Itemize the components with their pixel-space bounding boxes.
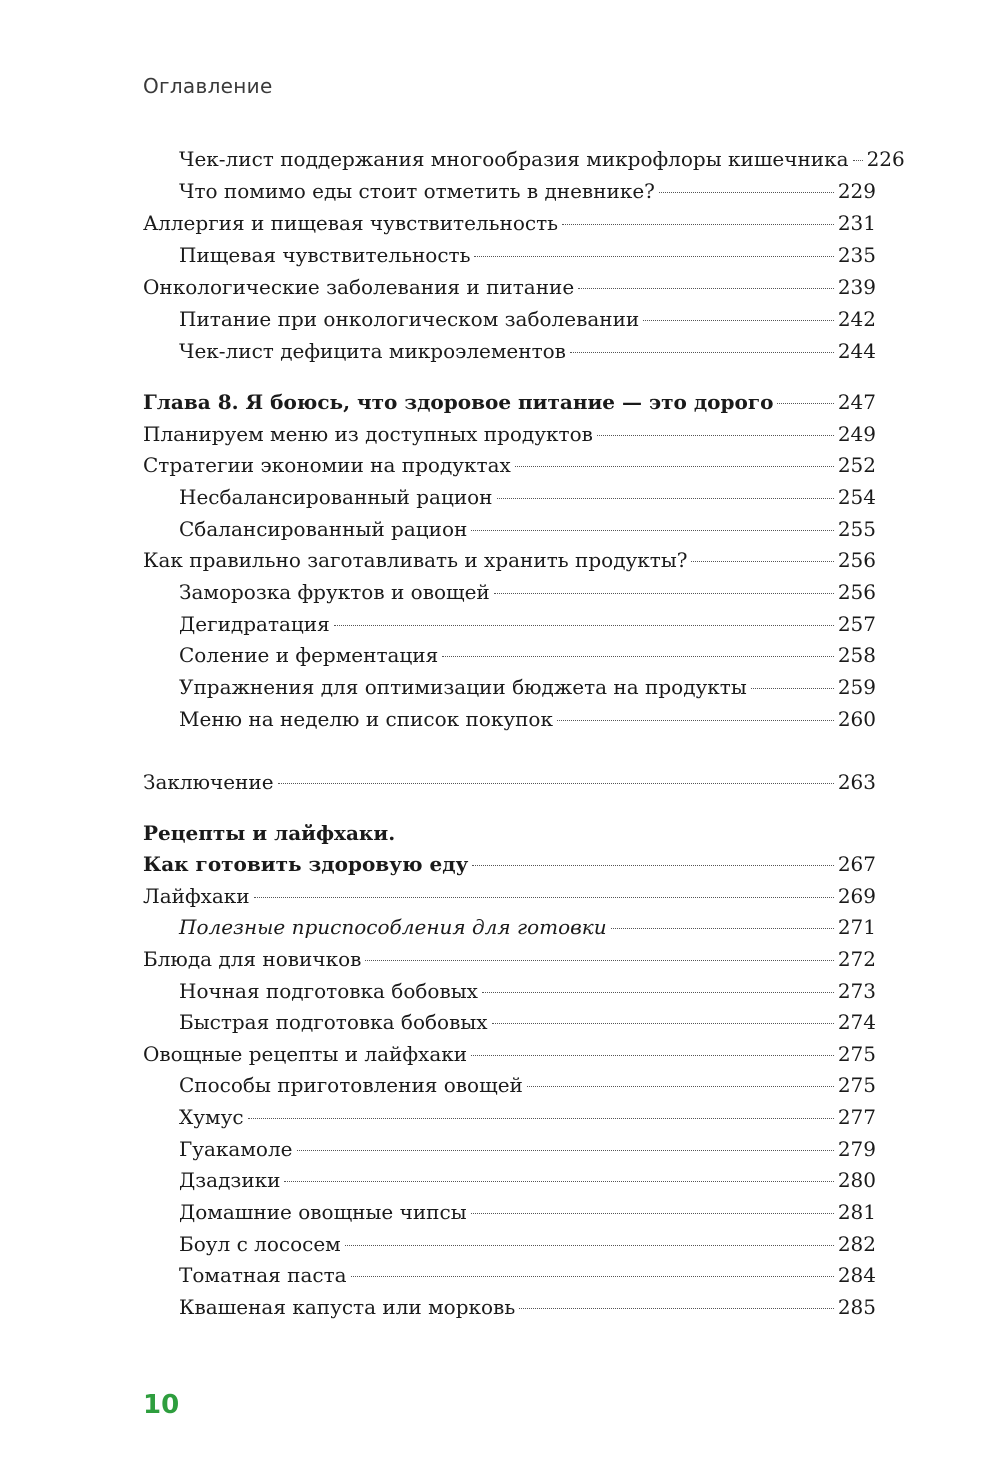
toc-entry-title: Планируем меню из доступных продуктов: [143, 422, 593, 446]
toc-entry-title: Блюда для новичков: [143, 947, 362, 971]
dot-leader: [494, 593, 834, 594]
toc-entry[interactable]: [143, 1137, 876, 1167]
toc-entry-page: 255: [837, 517, 876, 541]
toc-entry-page: 277: [837, 1105, 876, 1129]
dot-leader: [442, 656, 834, 657]
page-number: 10: [143, 1390, 180, 1420]
toc-entry-page: 229: [837, 179, 876, 203]
toc-entry[interactable]: [143, 1232, 876, 1262]
toc-entry-title: Овощные рецепты и лайфхаки: [143, 1042, 468, 1066]
toc-entry[interactable]: [143, 884, 876, 914]
toc-entry[interactable]: [143, 1105, 876, 1135]
dot-leader: [853, 160, 863, 161]
dot-leader: [365, 960, 833, 961]
dot-leader: [597, 435, 834, 436]
toc-entry-page: 272: [837, 947, 876, 971]
toc-entry[interactable]: [143, 707, 876, 737]
toc-entry[interactable]: [143, 422, 876, 452]
toc-chapter-title: Как готовить здоровую еду: [143, 852, 469, 876]
dot-leader: [519, 1308, 834, 1309]
toc-entry[interactable]: [143, 947, 876, 977]
toc-entry-page: 231: [837, 211, 876, 235]
toc-entry-page: 275: [837, 1073, 876, 1097]
toc-entry-page: 254: [837, 485, 876, 509]
toc-entry-page: 259: [837, 675, 876, 699]
dot-leader: [254, 897, 834, 898]
toc-entry-page: 226: [866, 147, 905, 171]
toc-entry[interactable]: [143, 275, 876, 305]
toc-entry-title: Боул с лососем: [179, 1232, 341, 1256]
dot-leader: [351, 1276, 834, 1277]
toc-entry[interactable]: [143, 1073, 876, 1103]
toc-entry[interactable]: [143, 243, 876, 273]
toc-entry[interactable]: [143, 979, 876, 1009]
dot-leader: [562, 224, 834, 225]
toc-entry-page: 256: [837, 548, 876, 572]
toc-entry-title: Домашние овощные чипсы: [179, 1200, 467, 1224]
toc-chapter-entry[interactable]: [143, 852, 876, 882]
toc-entry-page: 263: [837, 770, 876, 794]
toc-entry-title: Дзадзики: [179, 1168, 281, 1192]
toc-entry-page: 239: [837, 275, 876, 299]
dot-leader: [471, 1213, 834, 1214]
toc-entry[interactable]: [143, 211, 876, 241]
toc-entry-page: 279: [837, 1137, 876, 1161]
toc-entry-title: Квашеная капуста или морковь: [179, 1295, 516, 1319]
toc-entry-page: 271: [837, 915, 876, 939]
dot-leader: [643, 320, 834, 321]
toc-entry-page: 242: [837, 307, 876, 331]
dot-leader: [777, 403, 833, 404]
toc-entry-page: 249: [837, 422, 876, 446]
toc-entry-page: 252: [837, 453, 876, 477]
toc-entry[interactable]: [143, 307, 876, 337]
toc-entry[interactable]: [143, 770, 876, 800]
toc-entry-page: 260: [837, 707, 876, 731]
dot-leader: [248, 1118, 834, 1119]
toc-entry-title: Соление и ферментация: [179, 643, 439, 667]
toc-entry[interactable]: [143, 548, 876, 578]
dot-leader: [578, 288, 834, 289]
dot-leader: [474, 256, 833, 257]
toc-entry-page: 258: [837, 643, 876, 667]
dot-leader: [334, 625, 834, 626]
toc-entry-page: 257: [837, 612, 876, 636]
toc-chapter-title: Глава 8. Я боюсь, что здоровое питание — это дорого: [143, 390, 774, 414]
toc-entry-title: Как правильно заготавливать и хранить продукты?: [143, 548, 688, 572]
toc-entry[interactable]: [143, 1168, 876, 1198]
toc-entry-page: 282: [837, 1232, 876, 1256]
toc-entry-title: Стратегии экономии на продуктах: [143, 453, 511, 477]
dot-leader: [284, 1181, 833, 1182]
toc-entry-page: 284: [837, 1263, 876, 1287]
toc-entry-title: Упражнения для оптимизации бюджета на продукты: [179, 675, 747, 699]
dot-leader: [527, 1086, 834, 1087]
toc-entry-page: 267: [837, 852, 876, 876]
toc-entry[interactable]: [143, 675, 876, 705]
toc-entry-title: Заморозка фруктов и овощей: [179, 580, 490, 604]
toc-entry-page: 281: [837, 1200, 876, 1224]
dot-leader: [482, 992, 834, 993]
dot-leader: [345, 1245, 834, 1246]
dot-leader: [497, 498, 834, 499]
toc-entry-title: Сбалансированный рацион: [179, 517, 468, 541]
dot-leader: [570, 352, 834, 353]
toc-entry[interactable]: [143, 485, 876, 515]
toc-entry-title: Несбалансированный рацион: [179, 485, 493, 509]
toc-entry[interactable]: [143, 339, 876, 369]
dot-leader: [557, 720, 834, 721]
toc-entry[interactable]: [143, 1010, 876, 1040]
toc-entry-title: Лайфхаки: [143, 884, 250, 908]
dot-leader: [751, 688, 834, 689]
dot-leader: [659, 192, 834, 193]
toc-entry-page: 285: [837, 1295, 876, 1319]
toc-entry[interactable]: [143, 580, 876, 610]
toc-entry[interactable]: [143, 453, 876, 483]
toc-entry-title: Томатная паста: [179, 1263, 347, 1287]
toc-entry[interactable]: [143, 612, 876, 642]
toc-chapter-entry[interactable]: [143, 390, 876, 420]
toc-entry-title: Заключение: [143, 770, 274, 794]
dot-leader: [515, 466, 834, 467]
toc-entry[interactable]: [143, 915, 876, 945]
toc-entry[interactable]: [143, 1295, 876, 1325]
dot-leader: [471, 1055, 834, 1056]
toc-entry-page: 247: [837, 390, 876, 414]
toc-entry-title: Полезные приспособления для готовки: [179, 915, 607, 939]
dot-leader: [611, 928, 834, 929]
toc-entry-title: Питание при онкологическом заболевании: [179, 307, 640, 331]
toc-entry-title: Способы приготовления овощей: [179, 1073, 523, 1097]
dot-leader: [691, 561, 833, 562]
dot-leader: [492, 1023, 834, 1024]
toc-entry-title: Хумус: [179, 1105, 244, 1129]
toc-entry[interactable]: [143, 517, 876, 547]
toc-entry-page: 274: [837, 1010, 876, 1034]
toc-entry-title: Ночная подготовка бобовых: [179, 979, 478, 1003]
toc-entry-title: Аллергия и пищевая чувствительность: [143, 211, 559, 235]
toc-entry-page: 235: [837, 243, 876, 267]
toc-entry-title: Чек-лист поддержания многообразия микрофлоры кишечника: [179, 147, 849, 171]
toc-entry[interactable]: [143, 1042, 876, 1072]
dot-leader: [297, 1150, 834, 1151]
toc-entry-title: Гуакамоле: [179, 1137, 293, 1161]
toc-entry-title: Пищевая чувствительность: [179, 243, 471, 267]
toc-entry[interactable]: [143, 643, 876, 673]
toc-entry-title: Чек-лист дефицита микроэлементов: [179, 339, 566, 363]
toc-entry-title: Меню на неделю и список покупок: [179, 707, 553, 731]
toc-entry-page: 273: [837, 979, 876, 1003]
dot-leader: [471, 530, 833, 531]
toc-section-heading[interactable]: Рецепты и лайфхаки.: [143, 821, 396, 845]
toc-entry-title: Онкологические заболевания и питание: [143, 275, 575, 299]
toc-entry[interactable]: [143, 179, 876, 209]
toc-entry-page: 256: [837, 580, 876, 604]
toc-entry[interactable]: [143, 147, 905, 177]
toc-entry-title: Что помимо еды стоит отметить в дневнике?: [179, 179, 655, 203]
toc-entry-page: 280: [837, 1168, 876, 1192]
toc-entry[interactable]: [143, 1263, 876, 1293]
toc-entry-page: 275: [837, 1042, 876, 1066]
toc-entry-page: 244: [837, 339, 876, 363]
dot-leader: [278, 783, 834, 784]
dot-leader: [472, 865, 833, 866]
toc-entry-title: Быстрая подготовка бобовых: [179, 1010, 488, 1034]
toc-entry-title: Дегидратация: [179, 612, 330, 636]
toc-entry-page: 269: [837, 884, 876, 908]
running-head: Оглавление: [143, 74, 273, 98]
toc-entry[interactable]: [143, 1200, 876, 1230]
